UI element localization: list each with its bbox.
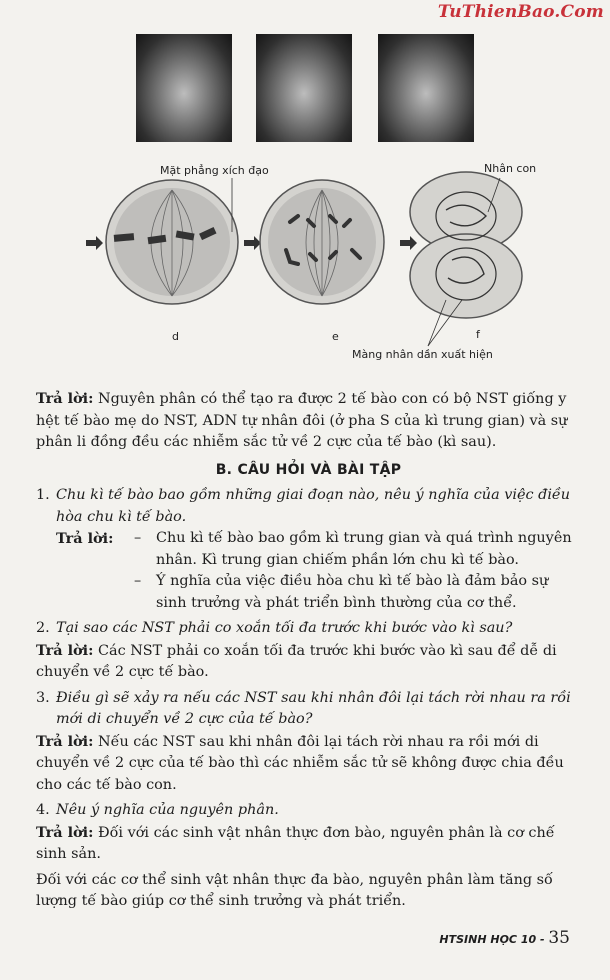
intro-answer: [36, 388, 581, 454]
question-text: Tại sao các NST phải co xoắn tối đa trước khi bước vào kì sau?: [56, 620, 513, 636]
answer-label: Trả lời:: [56, 530, 114, 547]
question-2: [36, 618, 581, 640]
page-body: [36, 388, 581, 913]
page-footer: [439, 928, 570, 948]
answer-label: Trả lời:: [36, 390, 94, 407]
answer-4-extra: Đối với các cơ thể sinh vật nhân thực đa bào, nguyên phân làm tăng số lượng tế bào giúp cơ thể sinh trưởng và phát triển.: [36, 871, 553, 909]
answer-label: Trả lời:: [36, 641, 94, 659]
answer-text: Nếu các NST sau khi nhân đôi lại tách rời nhau ra rồi mới di chuyển về 2 cực của tế bào thì các nhiễm sắc tử sẽ không được chia đều cho các tế bào con.: [36, 733, 564, 793]
footer-separator: -: [536, 933, 549, 946]
mitosis-diagram: [0, 150, 610, 370]
micrograph-photo-2: [256, 34, 352, 142]
page-number: 35: [548, 928, 570, 948]
label-nucleolus: Nhân con: [484, 162, 537, 175]
answer-1: Trả lời: – Chu kì tế bào bao gồm kì trung gian và quá trình nguyên nhân. Kì trung gian chiếm phần lớn chu kì tế bào. – Ý nghĩa của việc điều hòa chu kì tế bào là đảm bảo sự sinh trưởng và phát triển bình thường của cơ thể.: [56, 528, 581, 614]
question-4: [36, 800, 581, 822]
panel-label-f: f: [476, 328, 480, 341]
question-number: 4.: [36, 802, 50, 818]
answer-text: Các NST phải co xoắn tối đa trước khi bước vào kì sau để dễ di chuyển về 2 cực tế bào.: [36, 642, 557, 680]
panel-label-e: e: [332, 330, 339, 343]
answer-2: [36, 640, 581, 684]
question-3: [36, 688, 581, 731]
answer-bullet: Chu kì tế bào bao gồm kì trung gian và quá trình nguyên nhân. Kì trung gian chiếm phần lớn chu kì tế bào.: [156, 530, 572, 568]
answer-text: Đối với các sinh vật nhân thực đơn bào, nguyên phân là cơ chế sinh sản.: [36, 824, 555, 862]
answer-text: Nguyên phân có thể tạo ra được 2 tế bào con có bộ NST giống y hệt tế bào mẹ do NST, ADN tự nhân đôi (ở pha S của kì trung gian) và sự phân li đồng đều các nhiễm sắc tử về 2 cực của tế bào (kì sau).: [36, 391, 568, 450]
micrograph-photo-3: [378, 34, 474, 142]
question-1: [36, 485, 581, 528]
label-nuclear-membrane: Màng nhân dần xuất hiện: [352, 348, 493, 361]
question-text: Nêu ý nghĩa của nguyên phân.: [56, 802, 279, 818]
answer-3: [36, 731, 581, 797]
cell-e: [260, 180, 384, 304]
section-title: B. CÂU HỎI VÀ BÀI TẬP: [215, 461, 402, 478]
cell-d: [106, 180, 238, 304]
question-text: Điều gì sẽ xảy ra nếu các NST sau khi nhân đôi lại tách rời nhau ra rồi mới di chuyển về 2 cực của tế bào?: [56, 689, 571, 727]
question-number: 3.: [36, 689, 50, 706]
question-number: 1.: [36, 487, 50, 503]
question-number: 2.: [36, 620, 50, 636]
micrograph-photo-1: [136, 34, 232, 142]
answer-label: Trả lời:: [36, 823, 94, 841]
book-title: HTSINH HỌC 10: [439, 933, 537, 946]
site-watermark: TuThienBao.Com: [437, 2, 604, 22]
cell-f: [410, 172, 522, 318]
panel-label-d: d: [172, 330, 179, 343]
question-text: Chu kì tế bào bao gồm những giai đoạn nào, nêu ý nghĩa của việc điều hòa chu kì tế bào.: [56, 487, 571, 525]
answer-label: Trả lời:: [36, 732, 94, 750]
answer-bullet: Ý nghĩa của việc điều hòa chu kì tế bào là đảm bảo sự sinh trưởng và phát triển bình thường của cơ thể.: [156, 573, 549, 611]
label-equatorial-plane: Mặt phẳng xích đạo: [160, 164, 269, 177]
answer-4: [36, 822, 581, 866]
